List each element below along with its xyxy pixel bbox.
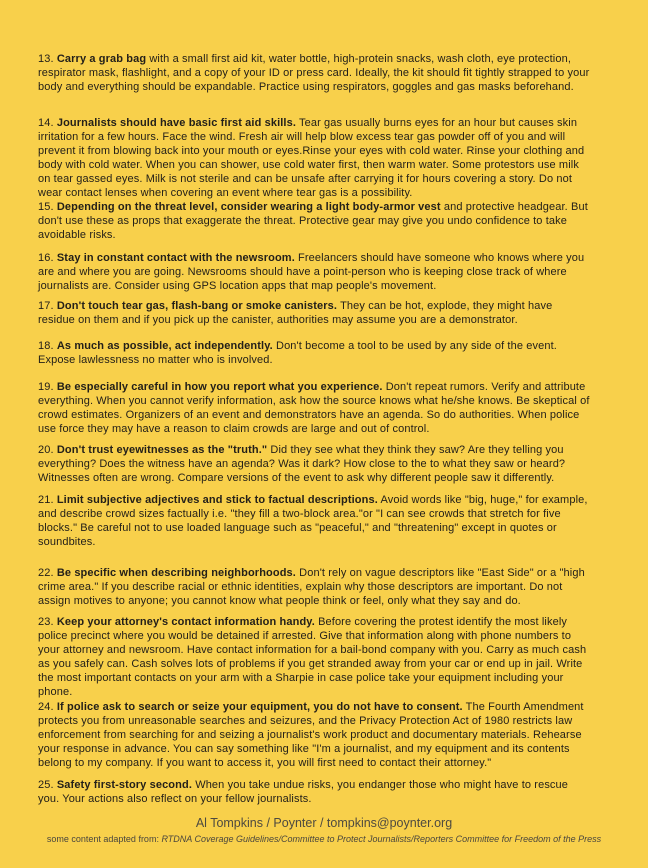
tip-17 <box>38 299 590 327</box>
tip-lead: Carry a grab bag <box>56 53 147 65</box>
tip-19 <box>38 380 590 436</box>
tip-number: 16. <box>38 252 54 264</box>
tip-number: 21. <box>38 494 54 506</box>
tip-lead: Be specific when describing neighborhoods. <box>56 567 296 579</box>
tip-lead: Be especially careful in how you report what you experience. <box>56 381 383 393</box>
tip-lead: Journalists should have basic first aid skills. <box>56 117 297 129</box>
tip-number: 24. <box>38 701 54 713</box>
tip-number: 19. <box>38 381 54 393</box>
tip-lead: Stay in constant contact with the newsroom. <box>56 252 295 264</box>
tip-lead: Limit subjective adjectives and stick to factual descriptions. <box>56 494 378 506</box>
tip-body: Don't repeat rumors. Verify and attribute everything. When you cannot verify information, ask how the source knows what he/she knows. Be skeptical of crowd estimates. Organizers of an event and demonstrators have an agenda. So do authorities. When police use force they may have a reason to claim crowds are large and out of control. <box>38 381 590 435</box>
tip-lead: Keep your attorney's contact information handy. <box>56 616 315 628</box>
tip-body: Did they see what they think they saw? Are they telling you everything? Does the witness have an agenda? Was it dark? How close to the to what they saw or heard? Witnesses often are wrong. Compare versions of the event to ask why different people saw it differently. <box>38 444 566 484</box>
tip-number: 23. <box>38 616 54 628</box>
tip-number: 20. <box>38 444 54 456</box>
tip-number: 18. <box>38 340 54 352</box>
tip-body: They can be hot, explode, they might have residue on them and if you pick up the canister, authorities may assume you are a demonstrator. <box>38 300 553 326</box>
credit-prefix: some content adapted from: <box>46 834 162 844</box>
tip-body: Freelancers should have someone who knows where you are and where you are going. Newsrooms should have a point-person who is keeping close track of where journalists are. Consider using GPS location apps that map people's movement. <box>38 252 585 292</box>
tip-20 <box>38 443 590 485</box>
tip-14 <box>38 116 590 200</box>
tip-21 <box>38 493 590 549</box>
tip-23 <box>38 615 590 699</box>
tip-15 <box>38 200 590 242</box>
tip-lead: Depending on the threat level, consider wearing a light body-armor vest <box>56 201 441 213</box>
tip-number: 22. <box>38 567 54 579</box>
tip-body: Before covering the protest identify the most likely police precinct where you would be detained if arrested. Give that information along with phone numbers to your attorney and newsroom. Have contact information for a bail-bond company with you. Carry as much cash as you safely can. Cash solves lots of problems if you get stranded away from your car or end up in jail. Write the most important contacts on your arm with a Sharpie in case police take your equipment including your phone. <box>38 616 587 698</box>
tip-body: The Fourth Amendment protects you from unreasonable searches and seizures, and the Privacy Protection Act of 1980 restricts law enforcement from searching for and seizing a journalist's work product and documentary materials. Rehearse your response in advance. You can say something like "I'm a journalist, and my equipment and its contents belong to my company. If you want to access it, you will first need to contact their attorney." <box>38 701 584 769</box>
tip-16 <box>38 251 590 293</box>
byline: Al Tompkins / Poynter / tompkins@poynter.org <box>195 816 453 830</box>
tip-body: When you take undue risks, you endanger those who might have to rescue you. Your actions also reflect on your fellow journalists. <box>38 779 569 805</box>
tip-number: 15. <box>38 201 54 213</box>
tip-body: Avoid words like "big, huge," for example, and describe crowd sizes factually i.e. "they fill a two-block area."or "I can see crowds that stretch for five blocks." Be careful not to use loaded language such as "peaceful," and "threatening" except in quotes or soundbites. <box>38 494 588 548</box>
tip-lead: Safety first-story second. <box>56 779 193 791</box>
tip-number: 17. <box>38 300 54 312</box>
tip-body: Tear gas usually burns eyes for an hour but causes skin irritation for a few hours. Face the wind. Fresh air will help blow excess tear gas powder off of you and will prevent it from blowing back into your mouth or eyes.Rinse your eyes with cold water. Rinse your clothing and body with cold water. When you can shower, use cold water first, then warm water. Some protestors use milk on tear gassed eyes. Milk is not sterile and can be unsafe after carrying it for hours covering a story. Do not wear contact lenses when covering an event where tear gas is a possibility. <box>38 117 585 199</box>
tip-lead: Don't trust eyewitnesses as the "truth." <box>56 444 268 456</box>
credit-sources: RTDNA Coverage Guidelines/Committee to Protect Journalists/Reporters Committee for Freedom of the Press <box>161 834 602 844</box>
tip-number: 14. <box>38 117 54 129</box>
tip-lead: If police ask to search or seize your equipment, you do not have to consent. <box>56 701 463 713</box>
tip-lead: As much as possible, act independently. <box>56 340 273 352</box>
tip-number: 25. <box>38 779 54 791</box>
credit-line <box>0 834 648 845</box>
tip-22 <box>38 566 590 608</box>
tip-number: 13. <box>38 53 54 65</box>
tip-24 <box>38 700 590 770</box>
tip-body: with a small first aid kit, water bottle, high-protein snacks, wash cloth, eye protection, respirator mask, flashlight, and a copy of your ID or press card. Ideally, the kit should fit tightly strapped to your body and everything should be expandable. Practice using respirators, goggles and gas masks beforehand. <box>38 53 590 93</box>
tip-25 <box>38 778 590 806</box>
tip-18 <box>38 339 590 367</box>
tip-13 <box>38 52 590 94</box>
tip-body: Don't rely on vague descriptors like "East Side" or a "high crime area." If you describe racial or ethnic identities, explain why those descriptors are important. Do not assign motives to anyone; you cannot know what people think or feel, only what they say and do. <box>38 567 585 607</box>
tip-body: and protective headgear. But don't use these as props that exaggerate the threat. Protective gear may give you undo confidence to take avoidable risks. <box>38 201 588 241</box>
tip-lead: Don't touch tear gas, flash-bang or smoke canisters. <box>56 300 338 312</box>
tip-body: Don't become a tool to be used by any side of the event. Expose lawlessness no matter who is involved. <box>38 340 557 366</box>
